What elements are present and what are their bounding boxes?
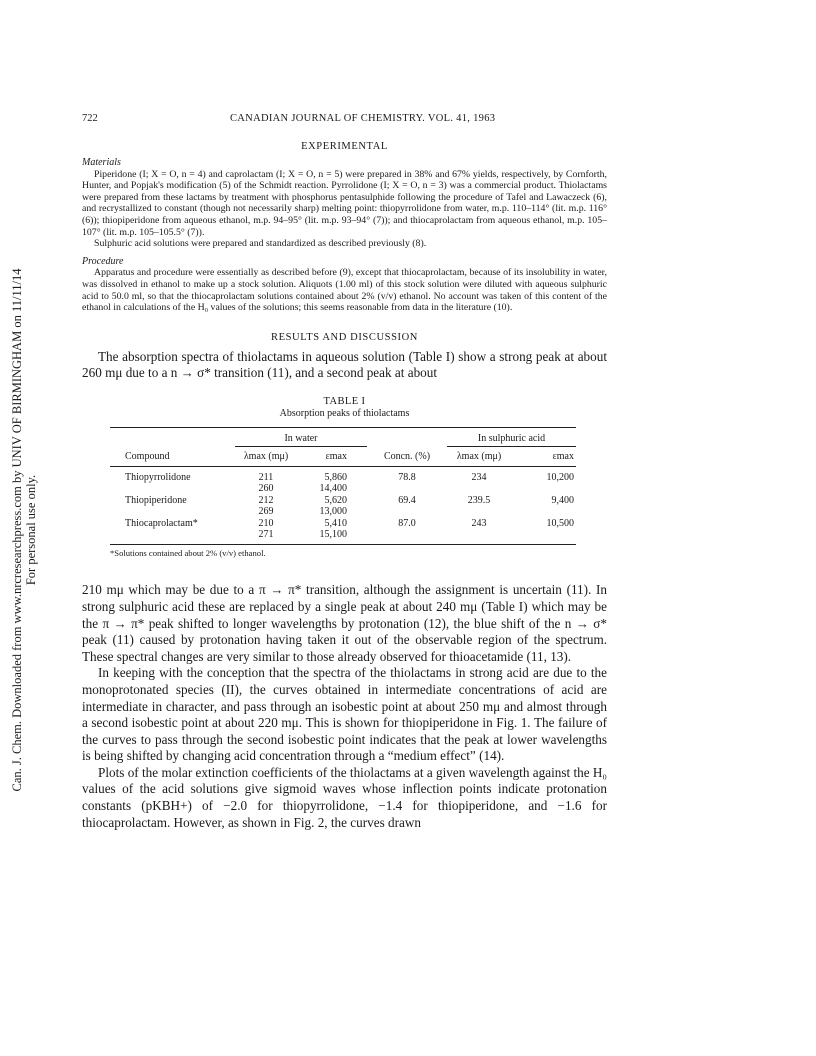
table-row xyxy=(110,495,576,506)
journal-title: CANADIAN JOURNAL OF CHEMISTRY. VOL. 41, 1963 xyxy=(230,113,496,124)
cell-concentration xyxy=(367,506,447,517)
header-concentration: Concn. (%) xyxy=(367,446,447,466)
cell-concentration: 69.4 xyxy=(398,494,416,506)
cell-concentration: 87.0 xyxy=(398,517,416,529)
cell-lambda: 260 xyxy=(258,483,274,495)
header-compound: Compound xyxy=(110,446,235,466)
cell-lambda: 212 xyxy=(258,494,274,506)
header-epsilon-acid: εmax xyxy=(511,446,576,466)
table-row xyxy=(110,529,576,545)
results-paragraph-1: The absorption spectra of thiolactams in aqueous solution (Table I) show a strong peak at about 260 mμ due to a n → σ* transition (11), and a second peak at about xyxy=(82,348,607,381)
table-row xyxy=(110,518,576,529)
procedure-paragraph: Apparatus and procedure were essentially as described before (9), except that thiocaprolactam, because of its insolubility in water, was dissolved in ethanol to make up a stock solution. Aliquots (1.00 ml) of this stock solution were diluted with aqueous sulphuric acid to 50.0 ml, so that the thiocaprolactam solutions contained about 2% (v/v) ethanol. No account was taken of this content of the ethanol in calculations of the H₀ values of the solutions; this seems reasonable from data in the literature (10). xyxy=(82,267,607,314)
cell-epsilon: 13,000 xyxy=(319,506,347,518)
experimental-heading: EXPERIMENTAL xyxy=(301,141,388,152)
cell-epsilon: 5,410 xyxy=(324,517,347,529)
cell-compound xyxy=(110,483,235,494)
group-header-water: In water xyxy=(235,430,367,447)
page-number: 722 xyxy=(82,113,98,124)
column-headers xyxy=(110,446,576,466)
header-lambda-water: λmax (mμ) xyxy=(235,446,297,466)
cell-compound: Thiocaprolactam* xyxy=(125,517,198,529)
cell-concentration xyxy=(367,483,447,494)
procedure-subheading: Procedure xyxy=(82,255,124,267)
cell-epsilon-acid xyxy=(511,506,576,517)
table-row xyxy=(110,483,576,494)
cell-lambda-acid xyxy=(447,506,511,517)
cell-epsilon: 5,860 xyxy=(324,471,347,483)
watermark-line-2: For personal use only. xyxy=(24,474,38,586)
cell-lambda: 211 xyxy=(258,471,274,483)
running-header xyxy=(82,113,607,129)
table-row xyxy=(110,466,576,483)
materials-subheading: Materials xyxy=(82,157,121,168)
cell-epsilon: 15,100 xyxy=(297,529,367,545)
cell-lambda-acid xyxy=(447,483,511,494)
cell-lambda: 210 xyxy=(258,517,274,529)
absorption-table xyxy=(110,427,576,545)
cell-epsilon-acid: 10,500 xyxy=(546,517,574,529)
cell-epsilon-acid xyxy=(511,529,576,545)
header-epsilon-water: εmax xyxy=(297,446,367,466)
results-paragraph-1-continued: 210 mμ which may be due to a π → π* transition, although the assignment is uncertain (11). In strong sulphuric acid these are replaced by a single peak at about 240 mμ (Table I) which may be the π → π* peak shifted to longer wavelengths by protonation (12), the blue shift of the n → σ* peak (11) caused by protonation having taken it out of the observable region of the spectrum. These spectral changes are very similar to those already observed for thioacetamide (11, 13). xyxy=(82,582,607,664)
materials-paragraph-2: Sulphuric acid solutions were prepared and standardized as described previously (8). xyxy=(94,238,427,250)
cell-epsilon: 5,620 xyxy=(324,494,347,506)
cell-lambda-acid: 239.5 xyxy=(467,494,491,506)
group-header-acid: In sulphuric acid xyxy=(447,430,576,447)
cell-compound: Thiopyrrolidone xyxy=(125,471,191,483)
cell-epsilon-acid: 9,400 xyxy=(551,494,574,506)
watermark-line-1: Can. J. Chem. Downloaded from www.nrcresearchpress.com by UNIV OF BIRMINGHAM on 11/11/14 xyxy=(10,268,24,792)
cell-lambda: 271 xyxy=(235,529,297,545)
results-paragraph-2: In keeping with the conception that the spectra of the thiolactams in strong acid are due to the monoprotonated species (II), the curves obtained in intermediate concentrations of acid are intermediate in character, and pass through an isobestic point at about 250 mμ and almost through a second isobestic point at about 220 mμ. This is shown for thiopiperidone in Fig. 1. The failure of the curves to pass through the second isobestic point indicates that the peak at lower wavelengths is being shifted by changing acid concentration through a “medium effect” (14). xyxy=(82,665,607,764)
materials-paragraph-1: Piperidone (I; X = O, n = 4) and caprolactam (I; X = O, n = 5) were prepared in 38% and 67% yields, respectively, by Cornforth, Hunter, and Popjak's modification (5) of the Schmidt reaction. Pyrrolidone (I; X = O, n = 3) was a commercial product. Thiolactams were prepared from these lactams by treatment with phosphorus pentasulphide following the procedure of Tafel and Lawaczeck (6), and recrystallized to constant (though not necessarily sharp) melting point: thiopyrrolidone from water, m.p. 110–114° (lit. m.p. 116° (6)); thiopiperidone from aqueous ethanol, m.p. 94–95° (lit. m.p. 93–94° (7)); and thiocaprolactam from aqueous ethanol, m.p. 105–107° (lit. m.p. 105–105.5° (7)). xyxy=(82,168,607,238)
table-row xyxy=(110,506,576,517)
cell-lambda-acid: 234 xyxy=(471,471,487,483)
table-caption: Absorption peaks of thiolactams xyxy=(279,407,410,419)
cell-concentration: 78.8 xyxy=(398,471,416,483)
cell-compound xyxy=(110,529,235,545)
table-footnote: *Solutions contained about 2% (v/v) ethanol. xyxy=(110,548,266,559)
cell-compound: Thiopiperidone xyxy=(125,494,187,506)
cell-compound xyxy=(110,506,235,517)
cell-epsilon-acid xyxy=(511,483,576,494)
download-watermark xyxy=(2,250,46,810)
cell-epsilon: 14,400 xyxy=(319,483,347,495)
results-paragraph-3: Plots of the molar extinction coefficients of the thiolactams at a given wavelength against the H₀ values of the acid solutions give sigmoid waves whose inflection points indicate protonation constants (pKBH+) of −2.0 for thiopyrrolidone, −1.4 for thiopiperidone, and −1.6 for thiocaprolactam. However, as shown in Fig. 2, the curves drawn xyxy=(82,764,607,830)
results-heading: RESULTS AND DISCUSSION xyxy=(270,331,418,343)
cell-epsilon-acid: 10,200 xyxy=(546,471,574,483)
table-label: TABLE I xyxy=(323,395,366,407)
journal-page xyxy=(82,113,607,831)
cell-concentration xyxy=(367,529,447,545)
cell-lambda-acid xyxy=(447,529,511,545)
cell-lambda-acid: 243 xyxy=(471,517,487,529)
header-lambda-acid: λmax (mμ) xyxy=(447,446,511,466)
cell-lambda: 269 xyxy=(258,506,274,518)
